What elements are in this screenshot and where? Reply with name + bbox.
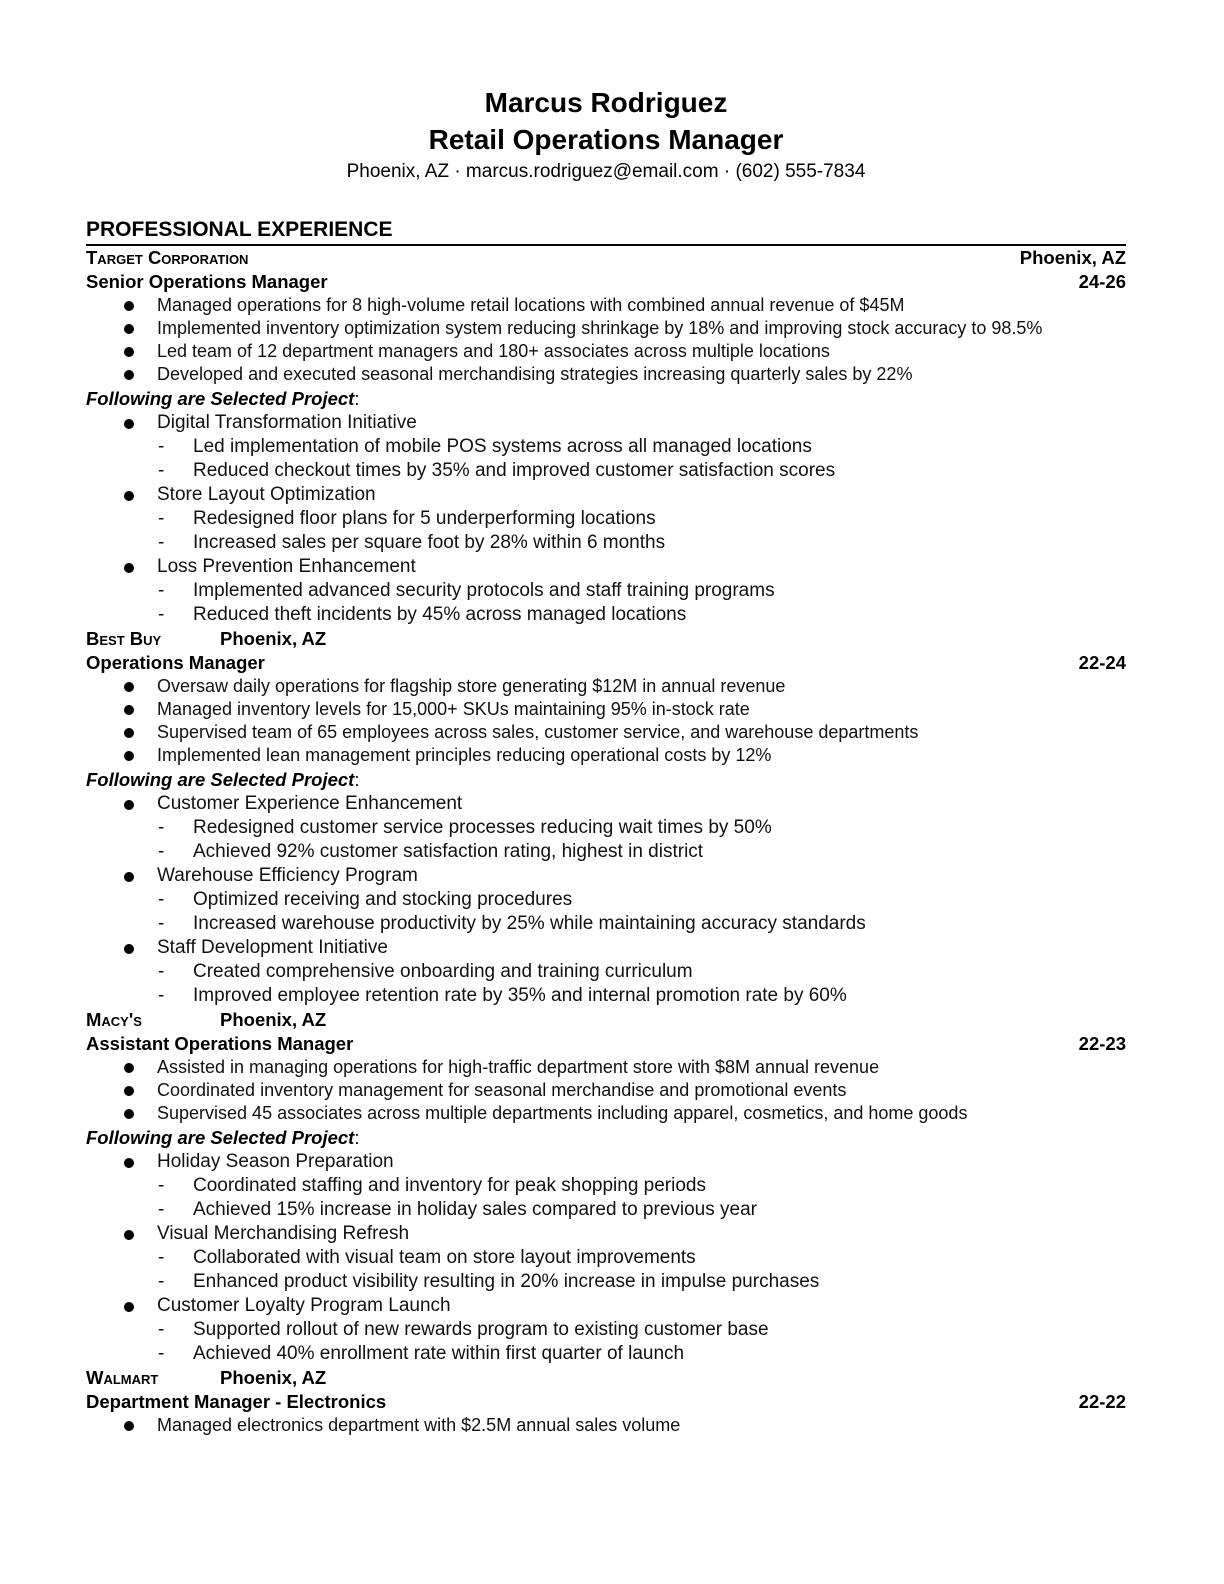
project-detail xyxy=(86,912,1126,936)
bullet-dot-icon xyxy=(124,1086,134,1096)
project-detail xyxy=(86,531,1126,555)
bullet-dot-icon xyxy=(124,751,134,761)
dash-icon: - xyxy=(158,1199,165,1220)
project-detail-text: Increased warehouse productivity by 25% while maintaining accuracy standards xyxy=(193,913,866,934)
project-detail-text: Reduced checkout times by 35% and improved customer satisfaction scores xyxy=(193,460,836,481)
project-list xyxy=(86,411,1126,627)
project-detail xyxy=(86,1270,1126,1294)
project-name xyxy=(86,411,1126,435)
project-detail xyxy=(86,816,1126,840)
job-location: Phoenix, AZ xyxy=(1019,247,1126,268)
company-name: Target Corporation xyxy=(86,247,249,268)
dash-icon: - xyxy=(158,1343,165,1364)
project-name xyxy=(86,864,1126,888)
project-name-text: Customer Experience Enhancement xyxy=(157,793,463,814)
project-detail xyxy=(86,603,1126,627)
project-item xyxy=(86,411,1126,483)
project-name xyxy=(86,1150,1126,1174)
resume-page xyxy=(86,84,1126,1437)
bullet-text: Implemented inventory optimization system reducing shrinkage by 18% and improving stock accuracy to 98.5% xyxy=(157,318,1043,338)
bullet-text: Developed and executed seasonal merchandising strategies increasing quarterly sales by 22% xyxy=(157,364,913,384)
bullet-item xyxy=(86,744,1126,767)
bullet-text: Coordinated inventory management for seasonal merchandise and promotional events xyxy=(157,1080,847,1100)
bullet-dot-icon xyxy=(124,563,134,573)
project-detail xyxy=(86,960,1126,984)
projects-label-text: Following are Selected Project xyxy=(86,769,355,790)
dash-icon: - xyxy=(158,889,165,910)
projects-label-colon: : xyxy=(354,388,360,409)
project-list xyxy=(86,1150,1126,1366)
resume-header xyxy=(86,84,1126,185)
bullet-dot-icon xyxy=(124,370,134,380)
bullet-text: Managed inventory levels for 15,000+ SKUs maintaining 95% in-stock rate xyxy=(157,699,750,719)
bullet-item xyxy=(86,340,1126,363)
candidate-name: Marcus Rodriguez xyxy=(484,87,728,118)
dash-icon: - xyxy=(158,985,165,1006)
bullet-text: Supervised 45 associates across multiple departments including apparel, cosmetics, and home goods xyxy=(157,1103,968,1123)
projects-label xyxy=(86,767,1126,792)
candidate-title: Retail Operations Manager xyxy=(428,124,784,155)
bullet-item xyxy=(86,294,1126,317)
job-role: Assistant Operations Manager xyxy=(86,1033,354,1054)
projects-label-colon: : xyxy=(354,1127,360,1148)
project-detail-text: Implemented advanced security protocols and staff training programs xyxy=(193,580,775,601)
project-item xyxy=(86,1150,1126,1222)
dash-icon: - xyxy=(158,580,165,601)
project-detail xyxy=(86,459,1126,483)
job-dates: 22-24 xyxy=(1078,652,1126,673)
project-details xyxy=(86,579,1126,627)
project-details xyxy=(86,1318,1126,1366)
bullet-dot-icon xyxy=(124,491,134,501)
dash-icon: - xyxy=(158,436,165,457)
project-detail xyxy=(86,1174,1126,1198)
bullet-text: Managed electronics department with $2.5M annual sales volume xyxy=(157,1415,681,1435)
dash-icon: - xyxy=(158,604,165,625)
project-detail xyxy=(86,1318,1126,1342)
job-company-row xyxy=(86,1366,1126,1390)
job-bullets xyxy=(86,1056,1126,1125)
bullet-dot-icon xyxy=(124,872,134,882)
bullet-text: Implemented lean management principles reducing operational costs by 12% xyxy=(157,745,772,765)
project-detail xyxy=(86,1246,1126,1270)
job-entry xyxy=(86,627,1126,1008)
projects-label xyxy=(86,386,1126,411)
bullet-dot-icon xyxy=(124,682,134,692)
bullet-dot-icon xyxy=(124,705,134,715)
project-list xyxy=(86,792,1126,1008)
project-name-text: Loss Prevention Enhancement xyxy=(157,556,416,577)
project-item xyxy=(86,483,1126,555)
projects-label-text: Following are Selected Project xyxy=(86,1127,355,1148)
bullet-item xyxy=(86,675,1126,698)
job-bullets xyxy=(86,1414,1126,1437)
job-role: Department Manager - Electronics xyxy=(86,1391,387,1412)
project-detail xyxy=(86,984,1126,1008)
contact-line: Phoenix, AZ · marcus.rodriguez@email.com · (602) 555-7834 xyxy=(346,161,866,182)
bullet-text: Supervised team of 65 employees across sales, customer service, and warehouse departments xyxy=(157,722,919,742)
project-detail-text: Led implementation of mobile POS systems across all managed locations xyxy=(193,436,812,457)
project-name xyxy=(86,792,1126,816)
bullet-dot-icon xyxy=(124,324,134,334)
bullet-text: Assisted in managing operations for high-traffic department store with $8M annual revenue xyxy=(157,1057,880,1077)
bullet-item xyxy=(86,1079,1126,1102)
bullet-item xyxy=(86,1414,1126,1437)
bullet-dot-icon xyxy=(124,419,134,429)
dash-icon: - xyxy=(158,841,165,862)
section-heading: PROFESSIONAL EXPERIENCE xyxy=(86,217,1126,246)
bullet-item xyxy=(86,698,1126,721)
dash-icon: - xyxy=(158,1271,165,1292)
company-name: Walmart xyxy=(86,1367,159,1388)
job-dates: 24-26 xyxy=(1078,271,1126,292)
project-detail-text: Redesigned floor plans for 5 underperforming locations xyxy=(193,508,656,529)
bullet-dot-icon xyxy=(124,1421,134,1431)
bullet-dot-icon xyxy=(124,301,134,311)
project-item xyxy=(86,555,1126,627)
project-details xyxy=(86,960,1126,1008)
job-bullets xyxy=(86,675,1126,767)
bullet-item xyxy=(86,363,1126,386)
project-detail-text: Reduced theft incidents by 45% across managed locations xyxy=(193,604,687,625)
project-name xyxy=(86,1294,1126,1318)
project-detail-text: Redesigned customer service processes reducing wait times by 50% xyxy=(193,817,772,838)
bullet-item xyxy=(86,1056,1126,1079)
projects-label-colon: : xyxy=(354,769,360,790)
project-details xyxy=(86,435,1126,483)
bullet-dot-icon xyxy=(124,1063,134,1073)
bullet-dot-icon xyxy=(124,1109,134,1119)
bullet-item xyxy=(86,1102,1126,1125)
project-item xyxy=(86,864,1126,936)
project-detail-text: Coordinated staffing and inventory for peak shopping periods xyxy=(193,1175,706,1196)
bullet-dot-icon xyxy=(124,1302,134,1312)
job-dates: 22-22 xyxy=(1078,1391,1126,1412)
project-detail-text: Improved employee retention rate by 35% and internal promotion rate by 60% xyxy=(193,985,847,1006)
project-detail xyxy=(86,435,1126,459)
project-name xyxy=(86,1222,1126,1246)
projects-label-text: Following are Selected Project xyxy=(86,388,355,409)
bullet-dot-icon xyxy=(124,347,134,357)
job-location: Phoenix, AZ xyxy=(220,628,327,649)
project-item xyxy=(86,1222,1126,1294)
dash-icon: - xyxy=(158,817,165,838)
experience-section xyxy=(86,217,1126,1437)
bullet-dot-icon xyxy=(124,728,134,738)
company-name: Best Buy xyxy=(86,628,162,649)
project-detail-text: Achieved 15% increase in holiday sales compared to previous year xyxy=(193,1199,757,1220)
job-role-row xyxy=(86,270,1126,294)
project-detail-text: Created comprehensive onboarding and training curriculum xyxy=(193,961,693,982)
job-role-row xyxy=(86,1390,1126,1414)
job-role-row xyxy=(86,651,1126,675)
project-detail-text: Collaborated with visual team on store layout improvements xyxy=(193,1247,696,1268)
company-name: Macy's xyxy=(86,1009,142,1030)
project-name xyxy=(86,483,1126,507)
bullet-text: Oversaw daily operations for flagship store generating $12M in annual revenue xyxy=(157,676,786,696)
project-item xyxy=(86,1294,1126,1366)
bullet-dot-icon xyxy=(124,1158,134,1168)
project-name-text: Digital Transformation Initiative xyxy=(157,412,417,433)
bullet-dot-icon xyxy=(124,944,134,954)
job-dates: 22-23 xyxy=(1078,1033,1126,1054)
project-name-text: Holiday Season Preparation xyxy=(157,1151,394,1172)
project-detail-text: Supported rollout of new rewards program to existing customer base xyxy=(193,1319,769,1340)
job-entry xyxy=(86,1366,1126,1437)
project-detail-text: Achieved 40% enrollment rate within first quarter of launch xyxy=(193,1343,685,1364)
project-name-text: Warehouse Efficiency Program xyxy=(157,865,418,886)
project-name-text: Staff Development Initiative xyxy=(157,937,388,958)
bullet-item xyxy=(86,317,1126,340)
dash-icon: - xyxy=(158,532,165,553)
bullet-dot-icon xyxy=(124,1230,134,1240)
job-company-row xyxy=(86,1008,1126,1032)
project-detail xyxy=(86,888,1126,912)
job-entry xyxy=(86,246,1126,627)
project-name-text: Customer Loyalty Program Launch xyxy=(157,1295,451,1316)
dash-icon: - xyxy=(158,1247,165,1268)
project-name xyxy=(86,936,1126,960)
dash-icon: - xyxy=(158,508,165,529)
project-detail-text: Enhanced product visibility resulting in 20% increase in impulse purchases xyxy=(193,1271,820,1292)
job-role: Senior Operations Manager xyxy=(86,271,328,292)
project-detail xyxy=(86,507,1126,531)
job-role: Operations Manager xyxy=(86,652,265,673)
project-detail-text: Achieved 92% customer satisfaction rating, highest in district xyxy=(193,841,704,862)
project-name-text: Store Layout Optimization xyxy=(157,484,376,505)
project-details xyxy=(86,888,1126,936)
project-details xyxy=(86,1246,1126,1294)
project-detail xyxy=(86,840,1126,864)
job-company-row xyxy=(86,246,1126,270)
job-company-row xyxy=(86,627,1126,651)
bullet-item xyxy=(86,721,1126,744)
projects-label xyxy=(86,1125,1126,1150)
dash-icon: - xyxy=(158,913,165,934)
job-role-row xyxy=(86,1032,1126,1056)
project-name xyxy=(86,555,1126,579)
job-bullets xyxy=(86,294,1126,386)
bullet-dot-icon xyxy=(124,800,134,810)
project-detail-text: Optimized receiving and stocking procedures xyxy=(193,889,573,910)
dash-icon: - xyxy=(158,460,165,481)
dash-icon: - xyxy=(158,1175,165,1196)
project-name-text: Visual Merchandising Refresh xyxy=(157,1223,410,1244)
project-detail xyxy=(86,1342,1126,1366)
project-detail-text: Increased sales per square foot by 28% within 6 months xyxy=(193,532,666,553)
bullet-text: Led team of 12 department managers and 180+ associates across multiple locations xyxy=(157,341,830,361)
project-item xyxy=(86,792,1126,864)
project-details xyxy=(86,816,1126,864)
job-location: Phoenix, AZ xyxy=(220,1367,327,1388)
project-details xyxy=(86,507,1126,555)
project-detail xyxy=(86,1198,1126,1222)
project-details xyxy=(86,1174,1126,1222)
dash-icon: - xyxy=(158,961,165,982)
dash-icon: - xyxy=(158,1319,165,1340)
job-location: Phoenix, AZ xyxy=(220,1009,327,1030)
job-entry xyxy=(86,1008,1126,1366)
bullet-text: Managed operations for 8 high-volume retail locations with combined annual revenue of $45M xyxy=(157,295,905,315)
project-detail xyxy=(86,579,1126,603)
project-item xyxy=(86,936,1126,1008)
